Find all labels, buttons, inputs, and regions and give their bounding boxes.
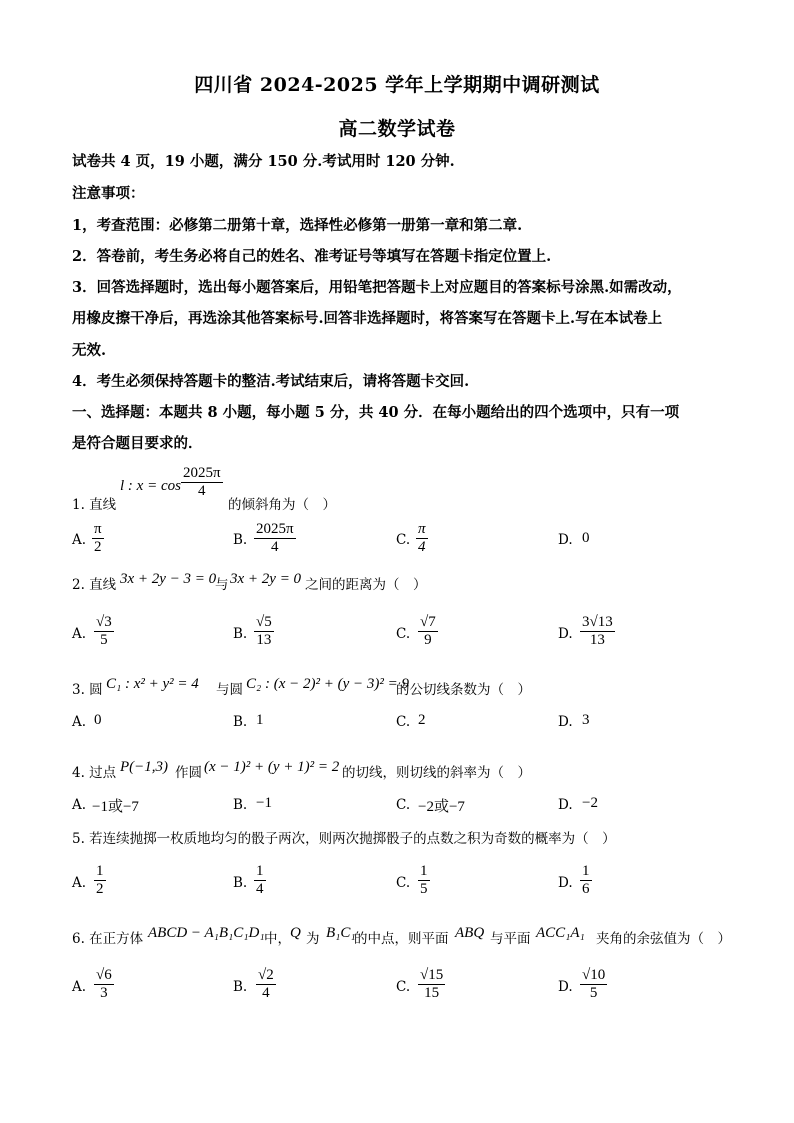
q2-a-rad: 3 <box>104 614 112 630</box>
q6-plane-1: ABQ <box>455 925 485 941</box>
q4-stem-post: 的切线，则切线的斜率为（ ） <box>342 765 531 781</box>
q6-segment: B₁C₁ <box>326 925 356 941</box>
q6-b-rad: 2 <box>266 967 274 983</box>
q6-option-b-value <box>256 967 276 1002</box>
q2-option-b-value <box>254 614 274 649</box>
q5-c-den: 5 <box>420 881 428 897</box>
q2-mid: 与 <box>215 577 229 593</box>
q4-option-c-value: −2或−7 <box>418 799 465 815</box>
q1-c-den: 4 <box>418 539 426 555</box>
q6-c-rad: 15 <box>428 967 444 983</box>
q6-d-rad: 10 <box>590 967 606 983</box>
q6-option-b-label: B. <box>233 979 248 995</box>
q3-option-d-value: 3 <box>582 712 590 728</box>
q1-a-num: π <box>94 521 102 537</box>
q1-b-den: 4 <box>271 539 279 555</box>
q6-a-den: 3 <box>100 985 108 1001</box>
sqrt-icon: √ <box>420 614 429 630</box>
q2-option-d-label: D. <box>558 626 573 642</box>
exam-info: 试卷共 4 页，19 小题，满分 150 分.考试用时 120 分钟. <box>72 153 455 170</box>
q1-c-num: π <box>418 521 426 537</box>
q4-point: P(−1,3) <box>120 759 169 775</box>
q3-stem-post: 的公切线条数为（ ） <box>396 682 531 698</box>
q1-option-b-value <box>254 521 296 556</box>
q3-option-a-label: A. <box>72 714 87 730</box>
note-4: 4．考生必须保持答题卡的整洁.考试结束后，请将答题卡交回. <box>72 373 470 390</box>
q4-option-b-value: −1 <box>256 795 272 811</box>
q6-option-d-label: D. <box>558 979 573 995</box>
q1-option-b-label: B. <box>233 532 248 548</box>
q5-option-d-label: D. <box>558 875 573 891</box>
q3-option-a-value: 0 <box>94 712 102 728</box>
q6-cube: ABCD − A₁B₁C₁D₁ <box>148 925 265 941</box>
q2-d-den: 13 <box>589 632 605 648</box>
q3-stem-pre: 3. 圆 <box>72 682 103 698</box>
q2-b-den: 13 <box>256 632 272 648</box>
q6-b-den: 4 <box>262 985 270 1001</box>
section-heading-line-1: 一、选择题：本题共 8 小题，每小题 5 分，共 40 分．在每小题给出的四个选项中，只有一项 <box>72 404 680 421</box>
q4-option-b-label: B. <box>233 797 248 813</box>
q6-mid-2: 为 <box>306 931 320 947</box>
q6-option-a-label: A. <box>72 979 87 995</box>
q5-b-den: 4 <box>256 881 264 897</box>
q1-option-a-value <box>92 521 104 556</box>
q3-option-c-value: 2 <box>418 712 426 728</box>
q5-option-b-value <box>254 863 266 898</box>
notes-heading: 注意事项： <box>72 185 145 202</box>
q6-stem-pre: 6. 在正方体 <box>72 931 144 947</box>
q5-a-den: 2 <box>96 881 104 897</box>
q1-frac-num: 2025π <box>183 465 221 481</box>
q2-option-a-value <box>94 614 114 649</box>
q1-option-d-label: D. <box>558 532 573 548</box>
q2-c-rad: 7 <box>428 614 436 630</box>
q6-c-den: 15 <box>424 985 440 1001</box>
note-3-line-1: 3．回答选择题时，选出每小题答案后，用铅笔把答题卡上对应题目的答案标号涂黑.如需改动， <box>72 279 682 296</box>
q1-stem-pre: 1. 直线 <box>72 497 117 513</box>
q1-option-c-value <box>416 521 428 556</box>
sqrt-icon: √ <box>256 614 265 630</box>
q4-circle: (x − 1)² + (y + 1)² = 2 <box>204 759 340 775</box>
note-1: 1，考查范围：必修第二册第十章，选择性必修第一册第一章和第二章. <box>72 217 523 234</box>
q5-d-num: 1 <box>582 863 590 879</box>
q2-stem-pre: 2. 直线 <box>72 577 117 593</box>
q1-option-a-label: A. <box>72 532 87 548</box>
q5-option-b-label: B. <box>233 875 248 891</box>
q1-math: l : x = cos <box>120 478 181 494</box>
q6-plane-2: ACC₁A₁ <box>536 925 585 941</box>
q4-option-a-label: A. <box>72 797 87 813</box>
q4-mid: 作圆 <box>175 765 202 781</box>
q1-fraction <box>181 465 223 500</box>
q6-stem-post: 夹角的余弦值为（ ） <box>596 931 731 947</box>
q5-option-c-value <box>418 863 430 898</box>
q2-option-c-value <box>418 614 438 649</box>
q6-option-a-value <box>94 967 114 1002</box>
sqrt-icon: √ <box>420 967 429 983</box>
q5-a-num: 1 <box>96 863 104 879</box>
page-subtitle: 高二数学试卷 <box>338 118 456 140</box>
q6-mid-4: 与平面 <box>490 931 531 947</box>
q4-option-d-value: −2 <box>582 795 598 811</box>
q3-option-b-label: B. <box>233 714 248 730</box>
q2-d-coef: 3 <box>582 614 590 630</box>
q5-d-den: 6 <box>582 881 590 897</box>
q6-option-c-label: C. <box>396 979 411 995</box>
q5-option-d-value <box>580 863 592 898</box>
note-2: 2．答卷前，考生务必将自己的姓名、准考证号等填写在答题卡指定位置上. <box>72 248 552 265</box>
q2-a-den: 5 <box>100 632 108 648</box>
sqrt-icon: √ <box>96 614 105 630</box>
q1-b-num: 2025π <box>256 521 294 537</box>
section-heading-line-2: 是符合题目要求的． <box>72 435 203 452</box>
q6-option-c-value <box>418 967 445 1002</box>
sqrt-icon: √ <box>96 967 105 983</box>
note-3-line-3: 无效. <box>72 342 107 359</box>
q3-circle-1: C₁ : x² + y² = 4 <box>106 676 199 692</box>
q2-line-1: 3x + 2y − 3 = 0 <box>120 571 217 587</box>
q4-option-d-label: D. <box>558 797 573 813</box>
q2-d-rad: 13 <box>597 614 613 630</box>
q6-option-d-value <box>580 967 607 1002</box>
q1-stem-post: 的倾斜角为（ ） <box>228 497 336 513</box>
q6-point-q: Q <box>290 925 301 941</box>
q1-a-den: 2 <box>94 539 102 555</box>
q2-option-b-label: B. <box>233 626 248 642</box>
q2-c-den: 9 <box>424 632 432 648</box>
sqrt-icon: √ <box>258 967 267 983</box>
q3-option-b-value: 1 <box>256 712 264 728</box>
q4-option-c-label: C. <box>396 797 411 813</box>
page-title: 四川省 2024-2025 学年上学期期中调研测试 <box>194 74 600 96</box>
q6-d-den: 5 <box>589 985 598 1001</box>
q5-option-a-label: A. <box>72 875 87 891</box>
q2-option-a-label: A. <box>72 626 87 642</box>
q1-option-c-label: C. <box>396 532 411 548</box>
q3-circle-2: C₂ : (x − 2)² + (y − 3)² = 9 <box>246 676 409 692</box>
q2-line-2: 3x + 2y = 0 <box>230 571 302 587</box>
q2-b-rad: 5 <box>264 614 272 630</box>
q1-frac-den: 4 <box>198 483 206 499</box>
q5-stem: 5. 若连续抛掷一枚质地均匀的骰子两次，则两次抛掷骰子的点数之积为奇数的概率为（ ） <box>72 831 616 847</box>
q5-option-a-value <box>94 863 106 898</box>
note-3-line-2: 用橡皮擦干净后，再选涂其他答案标号.回答非选择题时，将答案写在答题卡上.写在本试卷上 <box>72 310 663 327</box>
q2-stem-post: 之间的距离为（ ） <box>305 577 427 593</box>
q6-mid-1: 中， <box>264 931 291 947</box>
q5-b-num: 1 <box>256 863 264 879</box>
q4-stem-pre: 4. 过点 <box>72 765 117 781</box>
q2-option-c-label: C. <box>396 626 411 642</box>
q3-mid: 与圆 <box>216 682 243 698</box>
q5-option-c-label: C. <box>396 875 411 891</box>
q1-option-d-value: 0 <box>582 530 590 546</box>
q6-a-rad: 6 <box>104 967 112 983</box>
q4-option-a-value: −1或−7 <box>92 799 139 815</box>
sqrt-icon: √ <box>589 614 598 630</box>
q5-c-num: 1 <box>420 863 428 879</box>
q3-option-d-label: D. <box>558 714 573 730</box>
q2-option-d-value <box>580 614 615 649</box>
sqrt-icon: √ <box>582 967 591 983</box>
q6-mid-3: 的中点，则平面 <box>354 931 449 947</box>
q3-option-c-label: C. <box>396 714 411 730</box>
